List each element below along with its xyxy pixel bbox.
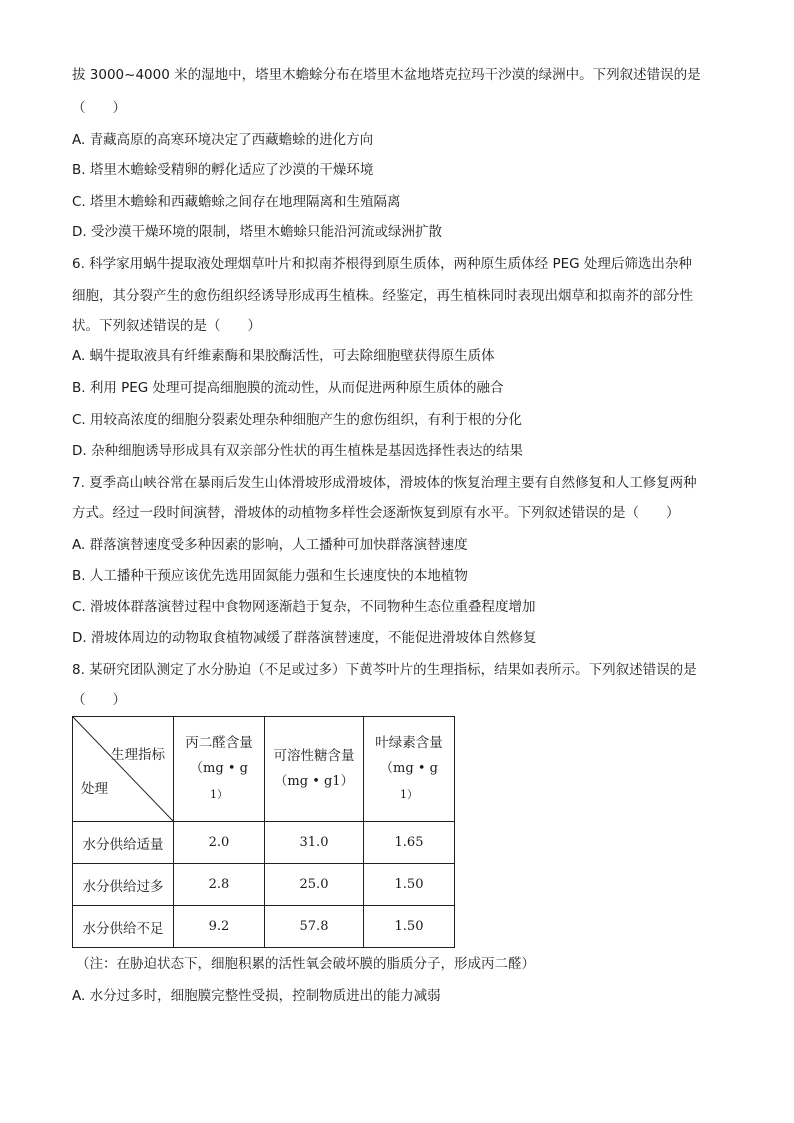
q5-answer-paren: （ ） xyxy=(72,100,126,116)
q7-option-d: D. 滑坡体周边的动物取食植物减缓了群落演替速度，不能促进滑坡体自然修复 xyxy=(72,630,537,646)
q6-stem-line-1: 6. 科学家用蜗牛提取液处理烟草叶片和拟南芥根得到原生质体，两种原生质体经 PEG 处理后筛选出杂种 xyxy=(72,256,692,272)
col-header-chlorophyll: 叶绿素含量 （mg • g 1） xyxy=(364,717,455,822)
cell-sugar: 31.0 xyxy=(265,822,364,864)
cell-mda: 2.8 xyxy=(174,864,265,906)
q6-option-a: A. 蜗牛提取液具有纤维素酶和果胶酶活性，可去除细胞壁获得原生质体 xyxy=(72,348,495,364)
diag-header-indicator: 生理指标 xyxy=(111,747,165,763)
cell-chlorophyll: 1.65 xyxy=(364,822,455,864)
q7-option-c: C. 滑坡体群落演替过程中食物网逐渐趋于复杂，不同物种生态位重叠程度增加 xyxy=(72,599,536,615)
table-note: （注：在胁迫状态下，细胞积累的活性氧会破坏膜的脂质分子，形成丙二醛） xyxy=(76,956,535,972)
q5-option-a: A. 青藏高原的高寒环境决定了西藏蟾蜍的进化方向 xyxy=(72,132,374,148)
cell-chlorophyll: 1.50 xyxy=(364,906,455,948)
q8-option-a: A. 水分过多时，细胞膜完整性受损，控制物质进出的能力减弱 xyxy=(72,988,441,1004)
row-label: 水分供给过多 xyxy=(73,864,174,906)
physiology-table xyxy=(72,716,455,948)
diagonal-line xyxy=(73,717,173,821)
cell-mda: 2.0 xyxy=(174,822,265,864)
col-header-sugar: 可溶性糖含量 （mg • g1） xyxy=(265,717,364,822)
q6-option-b: B. 利用 PEG 处理可提高细胞膜的流动性，从而促进两种原生质体的融合 xyxy=(72,380,504,396)
table-diagonal-header xyxy=(73,717,174,822)
q7-option-a: A. 群落演替速度受多种因素的影响，人工播种可加快群落演替速度 xyxy=(72,537,468,553)
table-row xyxy=(73,906,455,948)
q5-option-d: D. 受沙漠干燥环境的限制，塔里木蟾蜍只能沿河流或绿洲扩散 xyxy=(72,224,442,240)
q7-option-b: B. 人工播种干预应该优先选用固氮能力强和生长速度快的本地植物 xyxy=(72,568,468,584)
cell-sugar: 25.0 xyxy=(265,864,364,906)
table-header-row xyxy=(73,717,455,822)
q5-stem-line-1: 拔 3000~4000 米的湿地中，塔里木蟾蜍分布在塔里木盆地塔克拉玛干沙漠的绿洲中。下列叙述错误的是 xyxy=(72,67,701,83)
diag-header-treatment: 处理 xyxy=(81,781,108,797)
q6-option-c: C. 用较高浓度的细胞分裂素处理杂种细胞产生的愈伤组织，有利于根的分化 xyxy=(72,412,523,428)
q7-stem-line-1: 7. 夏季高山峡谷常在暴雨后发生山体滑坡形成滑坡体，滑坡体的恢复治理主要有自然修复和人工修复两种 xyxy=(72,475,697,491)
q6-stem-line-2: 细胞，其分裂产生的愈伤组织经诱导形成再生植株。经鉴定，再生植株同时表现出烟草和拟南芥的部分性 xyxy=(72,288,693,304)
q5-option-c: C. 塔里木蟾蜍和西藏蟾蜍之间存在地理隔离和生殖隔离 xyxy=(72,194,401,210)
row-label: 水分供给适量 xyxy=(73,822,174,864)
cell-sugar: 57.8 xyxy=(265,906,364,948)
q6-option-d: D. 杂种细胞诱导形成具有双亲部分性状的再生植株是基因选择性表达的结果 xyxy=(72,443,523,459)
table-row xyxy=(73,864,455,906)
q8-answer-paren: （ ） xyxy=(72,692,126,708)
cell-chlorophyll: 1.50 xyxy=(364,864,455,906)
table-row xyxy=(73,822,455,864)
row-label: 水分供给不足 xyxy=(73,906,174,948)
q8-stem-line-1: 8. 某研究团队测定了水分胁迫（不足或过多）下黄芩叶片的生理指标，结果如表所示。下列叙述错误的是 xyxy=(72,662,697,678)
q7-stem-line-2: 方式。经过一段时间演替，滑坡体的动植物多样性会逐渐恢复到原有水平。下列叙述错误的是（ ） xyxy=(72,505,680,521)
col-header-mda: 丙二醛含量 （mg • g 1） xyxy=(174,717,265,822)
q5-option-b: B. 塔里木蟾蜍受精卵的孵化适应了沙漠的干燥环境 xyxy=(72,162,374,178)
cell-mda: 9.2 xyxy=(174,906,265,948)
q6-stem-line-3: 状。下列叙述错误的是（ ） xyxy=(72,318,261,334)
